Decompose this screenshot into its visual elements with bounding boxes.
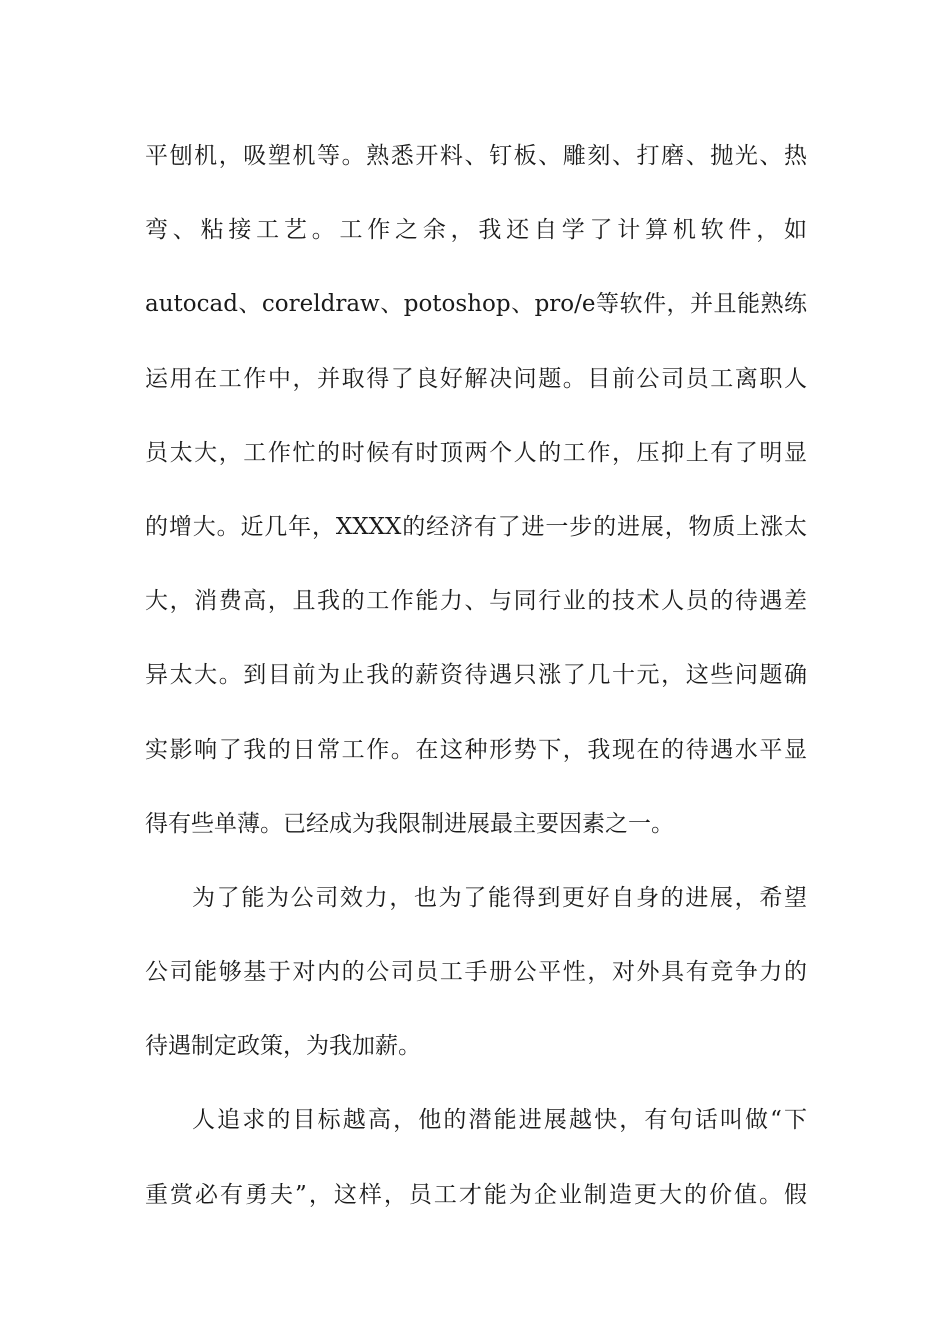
paragraph-first-line: 人追求的目标越高，他的潜能进展越快，有句话叫做“下 <box>192 1107 807 1134</box>
body-text <box>145 126 807 1239</box>
text-line: 平刨机，吸塑机等。熟悉开料、钉板、雕刻、打磨、抛光、热 <box>145 143 807 169</box>
text-line: 运用在工作中，并取得了良好解决问题。目前公司员工离职人 <box>145 365 807 392</box>
text-line: 公司能够基于对内的公司员工手册公平性，对外具有竞争力的 <box>145 959 807 986</box>
text-line: 大，消费高，且我的工作能力、与同行业的技术人员的待遇差 <box>145 588 807 615</box>
text-line: 得有些单薄。已经成为我限制进展最主要因素之一。 <box>145 810 674 837</box>
text-line: 实影响了我的日常工作。在这种形势下，我现在的待遇水平显 <box>145 736 807 763</box>
text-line: autocad、coreldraw、potoshop、pro/e等软件，并且能熟练 <box>145 291 807 318</box>
text-line: 待遇制定政策，为我加薪。 <box>145 1033 421 1060</box>
text-line: 的增大。近几年，XXXX的经济有了进一步的进展，物质上涨太 <box>145 513 807 540</box>
text-line: 弯、粘接工艺。工作之余，我还自学了计算机软件，如 <box>145 217 807 244</box>
text-line: 重赏必有勇夫”，这样，员工才能为企业制造更大的价值。假 <box>145 1181 807 1208</box>
text-line: 员太大，工作忙的时候有时顶两个人的工作，压抑上有了明显 <box>145 439 807 466</box>
paragraph-first-line: 为了能为公司效力，也为了能得到更好自身的进展，希望 <box>192 884 807 911</box>
text-line: 异太大。到目前为止我的薪资待遇只涨了几十元，这些问题确 <box>145 662 807 689</box>
